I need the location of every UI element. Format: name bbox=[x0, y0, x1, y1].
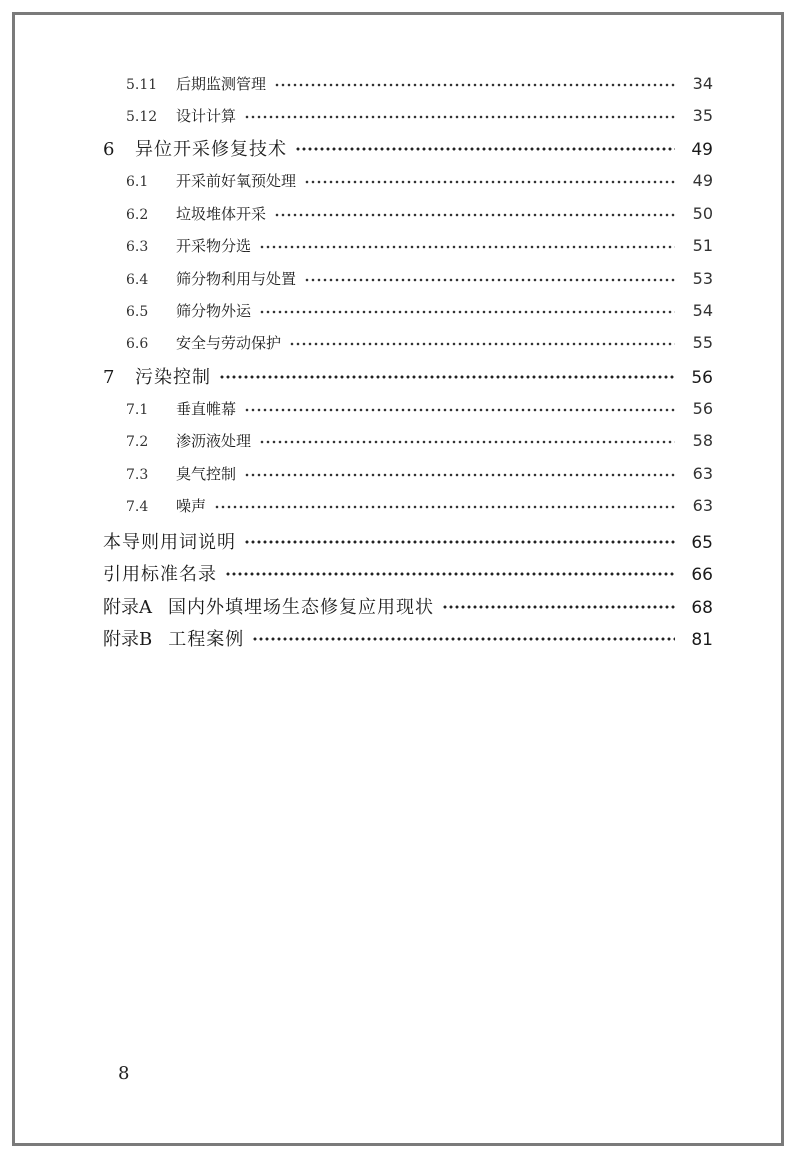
toc-entry-page: 81 bbox=[691, 630, 713, 650]
toc-entry[interactable] bbox=[103, 363, 713, 391]
toc-entry-page: 50 bbox=[692, 204, 713, 223]
dot-leader bbox=[274, 83, 675, 87]
toc-entry-number: 5.11 bbox=[126, 77, 158, 93]
dot-leader bbox=[304, 278, 675, 282]
toc-entry-title: 引用标准名录 bbox=[103, 564, 217, 585]
toc-entry-title: 本导则用词说明 bbox=[103, 532, 236, 553]
dot-leader bbox=[244, 540, 675, 544]
toc-entry-title: 筛分物外运 bbox=[176, 302, 252, 320]
document-page bbox=[12, 12, 784, 1146]
toc-entry-number: 7.1 bbox=[126, 402, 149, 418]
toc-entry[interactable] bbox=[126, 170, 713, 194]
toc-entry-page: 49 bbox=[691, 140, 713, 160]
dot-leader bbox=[295, 147, 675, 151]
toc-entry[interactable] bbox=[126, 105, 713, 129]
dot-leader bbox=[252, 637, 675, 641]
toc-entry-page: 65 bbox=[691, 533, 713, 553]
toc-entry-page: 55 bbox=[692, 333, 713, 352]
page-number: 8 bbox=[118, 1063, 130, 1084]
toc-entry[interactable] bbox=[103, 528, 713, 556]
toc-entry[interactable] bbox=[103, 593, 713, 621]
dot-leader bbox=[219, 375, 675, 379]
toc-entry-number: 6.1 bbox=[126, 174, 149, 190]
dot-leader bbox=[214, 505, 675, 509]
toc-entry[interactable] bbox=[126, 430, 713, 454]
toc-entry[interactable] bbox=[126, 235, 713, 259]
toc-entry[interactable] bbox=[126, 495, 713, 519]
toc-entry-title: 垂直帷幕 bbox=[176, 400, 237, 418]
toc-entry-number: 7 bbox=[103, 367, 115, 388]
dot-leader bbox=[259, 245, 675, 249]
toc-entry[interactable] bbox=[103, 560, 713, 588]
toc-entry-title: 筛分物利用与处置 bbox=[176, 270, 297, 288]
toc-entry[interactable] bbox=[126, 268, 713, 292]
toc-entry-number: 6.2 bbox=[126, 207, 149, 223]
toc-entry-number: 7.2 bbox=[126, 434, 149, 450]
toc-entry-title: 安全与劳动保护 bbox=[176, 334, 282, 352]
toc-entry-page: 34 bbox=[692, 74, 713, 93]
toc-entry-title: 工程案例 bbox=[168, 629, 245, 650]
dot-leader bbox=[259, 310, 675, 314]
toc-entry-title: 噪声 bbox=[176, 497, 207, 515]
toc-entry[interactable] bbox=[126, 332, 713, 356]
toc-entry-number: 7.4 bbox=[126, 499, 149, 515]
toc-entry-title: 垃圾堆体开采 bbox=[176, 205, 267, 223]
toc-entry-title: 开采前好氧预处理 bbox=[176, 172, 297, 190]
toc-entry-title: 设计计算 bbox=[176, 107, 237, 125]
toc-entry-page: 56 bbox=[692, 399, 713, 418]
toc-entry-page: 68 bbox=[691, 598, 713, 618]
dot-leader bbox=[289, 342, 675, 346]
dot-leader bbox=[259, 440, 675, 444]
dot-leader bbox=[244, 115, 675, 119]
dot-leader bbox=[244, 408, 675, 412]
toc-entry[interactable] bbox=[126, 203, 713, 227]
toc-entry[interactable] bbox=[126, 463, 713, 487]
dot-leader bbox=[244, 473, 675, 477]
toc-entry-number: 附录B bbox=[103, 629, 153, 650]
toc-entry-page: 54 bbox=[692, 301, 713, 320]
toc-entry-number: 6.6 bbox=[126, 336, 149, 352]
toc-entry-page: 49 bbox=[692, 171, 713, 190]
toc-entry-number: 附录A bbox=[103, 597, 152, 618]
toc-entry-page: 53 bbox=[692, 269, 713, 288]
toc-entry-title: 渗沥液处理 bbox=[176, 432, 252, 450]
toc-entry-title: 污染控制 bbox=[135, 367, 211, 388]
toc-entry-page: 66 bbox=[691, 565, 713, 585]
toc-entry-page: 63 bbox=[692, 464, 713, 483]
toc-entry-title: 异位开采修复技术 bbox=[135, 139, 287, 160]
toc-entry-title: 开采物分选 bbox=[176, 237, 252, 255]
toc-entry[interactable] bbox=[103, 135, 713, 163]
toc-entry-page: 56 bbox=[691, 368, 713, 388]
toc-entry[interactable] bbox=[126, 398, 713, 422]
toc-entry[interactable] bbox=[103, 625, 713, 653]
toc-entry-number: 5.12 bbox=[126, 109, 158, 125]
dot-leader bbox=[274, 213, 675, 217]
toc-entry[interactable] bbox=[126, 300, 713, 324]
dot-leader bbox=[225, 572, 675, 576]
toc-entry-number: 6 bbox=[103, 139, 115, 160]
toc-entry-page: 35 bbox=[692, 106, 713, 125]
toc-entry-title: 国内外填埋场生态修复应用现状 bbox=[168, 597, 434, 618]
toc-entry-page: 58 bbox=[692, 431, 713, 450]
dot-leader bbox=[304, 180, 675, 184]
toc-entry-number: 6.5 bbox=[126, 304, 149, 320]
toc-entry-number: 7.3 bbox=[126, 467, 149, 483]
toc-entry-page: 63 bbox=[692, 496, 713, 515]
dot-leader bbox=[442, 605, 675, 609]
toc-entry-number: 6.3 bbox=[126, 239, 149, 255]
toc-entry-title: 臭气控制 bbox=[176, 465, 237, 483]
toc-entry-title: 后期监测管理 bbox=[176, 75, 267, 93]
toc-entry-number: 6.4 bbox=[126, 272, 149, 288]
toc-entry-page: 51 bbox=[692, 236, 713, 255]
toc-entry[interactable] bbox=[126, 73, 713, 97]
